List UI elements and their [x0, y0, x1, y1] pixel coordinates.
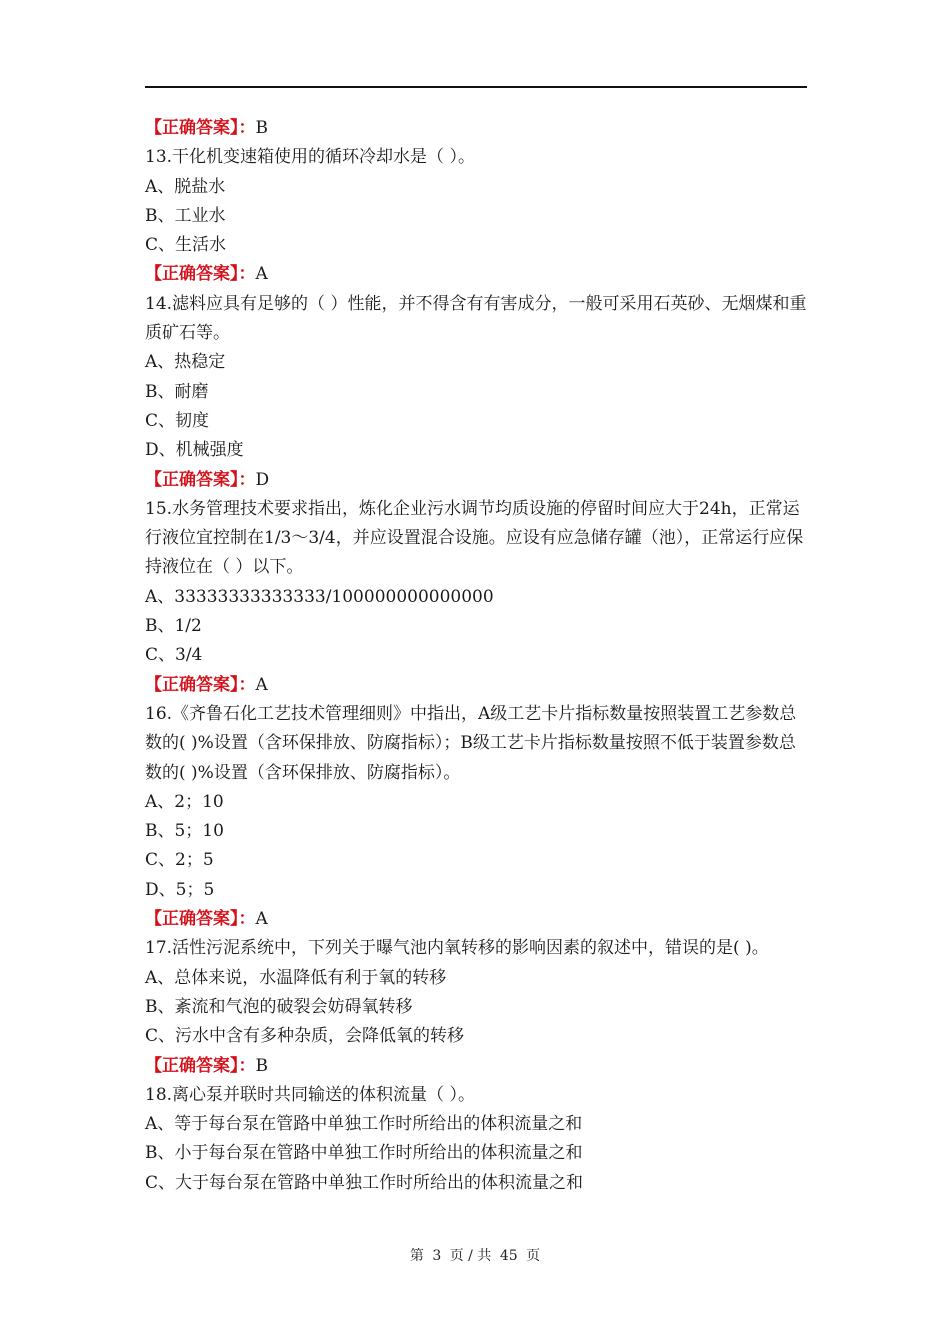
answer-line	[145, 1052, 810, 1081]
header-rule	[145, 86, 807, 88]
option: A、热稳定	[145, 352, 226, 373]
option: D、机械强度	[145, 440, 244, 461]
answer-line	[145, 466, 810, 495]
option: A、33333333333333/100000000000000	[145, 586, 494, 607]
option: A、总体来说，水温降低有利于氧的转移	[145, 967, 447, 988]
answer-value: B	[255, 1055, 268, 1076]
option: C、3/4	[145, 645, 203, 666]
answer-line	[145, 260, 810, 289]
option: B、5；10	[145, 821, 224, 842]
answer-line	[145, 114, 810, 143]
question-stem: 15.水务管理技术要求指出，炼化企业污水调节均质设施的停留时间应大于24h，正常运行液位宜控制在1/3～3/4，并应设置混合设施。应设有应急储存罐（池），正常运行应保持液位在（ ）以下。	[145, 498, 804, 578]
option: B、工业水	[145, 205, 226, 226]
answer-label: 【正确答案】：	[145, 264, 256, 285]
footer-suffix: 页	[526, 1248, 541, 1264]
option: B、1/2	[145, 616, 202, 637]
option: C、韧度	[145, 410, 210, 431]
question-stem: 18.离心泵并联时共同输送的体积流量（ ）。	[145, 1084, 475, 1105]
option: A、脱盐水	[145, 176, 226, 197]
option: A、2；10	[145, 791, 224, 812]
page-content	[145, 114, 810, 1198]
question-stem: 13.干化机变速箱使用的循环冷却水是（ ）。	[145, 147, 475, 168]
answer-line	[145, 671, 810, 700]
answer-value: A	[255, 674, 268, 695]
footer-mid: 页 / 共	[449, 1248, 492, 1264]
answer-label: 【正确答案】：	[145, 1055, 256, 1076]
footer-page-number: 3	[432, 1248, 442, 1264]
question-stem: 17.活性污泥系统中，下列关于曝气池内氧转移的影响因素的叙述中，错误的是( )。	[145, 938, 769, 959]
footer-prefix: 第	[409, 1248, 424, 1264]
answer-label: 【正确答案】：	[145, 909, 256, 930]
option: B、小于每台泵在管路中单独工作时所给出的体积流量之和	[145, 1143, 583, 1164]
answer-value: A	[255, 909, 268, 930]
question-stem: 14.滤料应具有足够的（ ）性能，并不得含有有害成分，一般可采用石英砂、无烟煤和重质矿石等。	[145, 293, 807, 344]
option: C、大于每台泵在管路中单独工作时所给出的体积流量之和	[145, 1172, 584, 1193]
answer-value: A	[255, 264, 268, 285]
question-stem: 16.《齐鲁石化工艺技术管理细则》中指出，A级工艺卡片指标数量按照装置工艺参数总数的( )%设置（含环保排放、防腐指标）；B级工艺卡片指标数量按照不低于装置参数总数的( )%设置（含环保排放、防腐指标）。	[145, 703, 797, 783]
answer-label: 【正确答案】：	[145, 674, 256, 695]
page-footer	[0, 1245, 950, 1265]
answer-label: 【正确答案】：	[145, 469, 256, 490]
option: D、5；5	[145, 879, 215, 900]
option: A、等于每台泵在管路中单独工作时所给出的体积流量之和	[145, 1114, 583, 1135]
answer-line	[145, 905, 810, 934]
option: B、紊流和气泡的破裂会妨碍氧转移	[145, 996, 413, 1017]
option: B、耐磨	[145, 381, 209, 402]
option: C、生活水	[145, 235, 227, 256]
answer-value: B	[255, 118, 268, 138]
answer-value: D	[255, 469, 270, 490]
footer-total-pages: 45	[499, 1248, 518, 1264]
answer-label: 【正确答案】：	[145, 118, 256, 138]
option: C、污水中含有多种杂质，会降低氧的转移	[145, 1026, 465, 1047]
option: C、2；5	[145, 850, 214, 871]
